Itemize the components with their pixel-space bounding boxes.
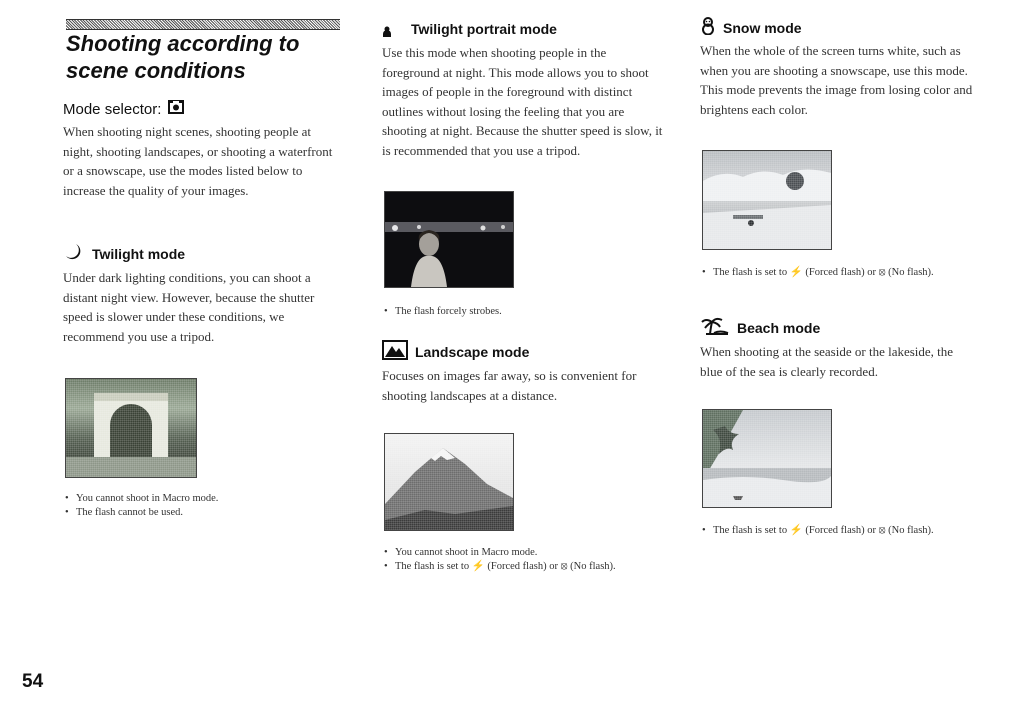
beach-heading bbox=[700, 316, 990, 340]
list-item: • The flash is set to ⚡ (Forced flash) or ⦻ (No flash). bbox=[702, 266, 982, 280]
snow-photo bbox=[702, 150, 832, 250]
palm-tree-icon bbox=[700, 316, 730, 340]
list-item: • The flash is set to ⚡ (Forced flash) or ⦻ (No flash). bbox=[384, 560, 664, 574]
twilight-text: Under dark lighting conditions, you can shoot a distant night view. However, because the shutter speed is slower under these conditions, we recommend you use a tripod. bbox=[63, 270, 315, 344]
beach-title: Beach mode bbox=[737, 320, 821, 336]
snow-notes bbox=[702, 266, 982, 280]
snow-section bbox=[700, 17, 990, 119]
beach-photo bbox=[702, 409, 832, 508]
no-flash-icon: ⦻ bbox=[878, 267, 886, 278]
snow-text: When the whole of the screen turns white, such as when you are shooting a snowscape, use this mode. This mode prevents the image from losing color and brightens each color. bbox=[700, 43, 973, 117]
moon-icon bbox=[63, 242, 85, 266]
landscape-title: Landscape mode bbox=[415, 344, 530, 360]
mode-selector-text: When shooting night scenes, shooting people at night, shooting landscapes, or shooting a waterfront or a snowscape, use the modes listed below to increase the quality of your images. bbox=[63, 124, 333, 198]
list-item: • The flash forcely strobes. bbox=[384, 305, 664, 319]
twilight-notes bbox=[65, 492, 345, 520]
list-item: • You cannot shoot in Macro mode. bbox=[65, 492, 345, 506]
twilight-section bbox=[63, 242, 353, 346]
landscape-notes bbox=[384, 546, 664, 574]
mode-selector-section bbox=[63, 99, 353, 200]
landscape-heading bbox=[382, 340, 672, 364]
landscape-photo bbox=[384, 433, 514, 531]
mountain-icon bbox=[382, 340, 408, 364]
mode-selector-label: Mode selector: bbox=[63, 100, 162, 118]
no-flash-icon: ⦻ bbox=[560, 561, 568, 572]
beach-notes bbox=[702, 524, 982, 538]
twilight-photo bbox=[65, 378, 197, 478]
snow-title: Snow mode bbox=[723, 20, 802, 36]
forced-flash-icon: ⚡ bbox=[789, 525, 803, 536]
twilight-portrait-section bbox=[382, 17, 672, 160]
no-flash-icon: ⦻ bbox=[878, 525, 886, 536]
list-item: • The flash cannot be used. bbox=[65, 506, 345, 520]
forced-flash-icon: ⚡ bbox=[471, 561, 485, 572]
twilight-portrait-heading bbox=[382, 17, 672, 41]
landscape-section bbox=[382, 340, 672, 405]
beach-section bbox=[700, 316, 990, 381]
twilight-portrait-notes bbox=[384, 305, 664, 319]
beach-text: When shooting at the seaside or the lakeside, the blue of the sea is clearly recorded. bbox=[700, 344, 954, 379]
twilight-portrait-title: Twilight portrait mode bbox=[411, 21, 557, 37]
page-number: 54 bbox=[22, 671, 44, 692]
twilight-portrait-text: Use this mode when shooting people in the foreground at night. This mode allows you to shoot images of people in the foreground with distinct outlines without losing the feeling that you are shooting at night. Because the shutter speed is slow, it is recommended that you use a tripod. bbox=[382, 45, 663, 158]
snow-heading bbox=[700, 17, 990, 39]
forced-flash-icon: ⚡ bbox=[789, 267, 803, 278]
list-item: • You cannot shoot in Macro mode. bbox=[384, 546, 664, 560]
page-title: Shooting according to scene conditions bbox=[66, 31, 300, 83]
title-rule bbox=[66, 19, 340, 30]
mode-selector-heading bbox=[63, 99, 353, 120]
twilight-portrait-photo bbox=[384, 191, 514, 288]
twilight-title: Twilight mode bbox=[92, 246, 186, 262]
twilight-heading bbox=[63, 242, 353, 266]
list-item: • The flash is set to ⚡ (Forced flash) or ⦻ (No flash). bbox=[702, 524, 982, 538]
landscape-text: Focuses on images far away, so is convenient for shooting landscapes at a distance. bbox=[382, 368, 637, 403]
snowman-icon bbox=[700, 17, 716, 39]
camera-scene-icon bbox=[167, 99, 185, 120]
person-moon-icon bbox=[382, 17, 404, 41]
